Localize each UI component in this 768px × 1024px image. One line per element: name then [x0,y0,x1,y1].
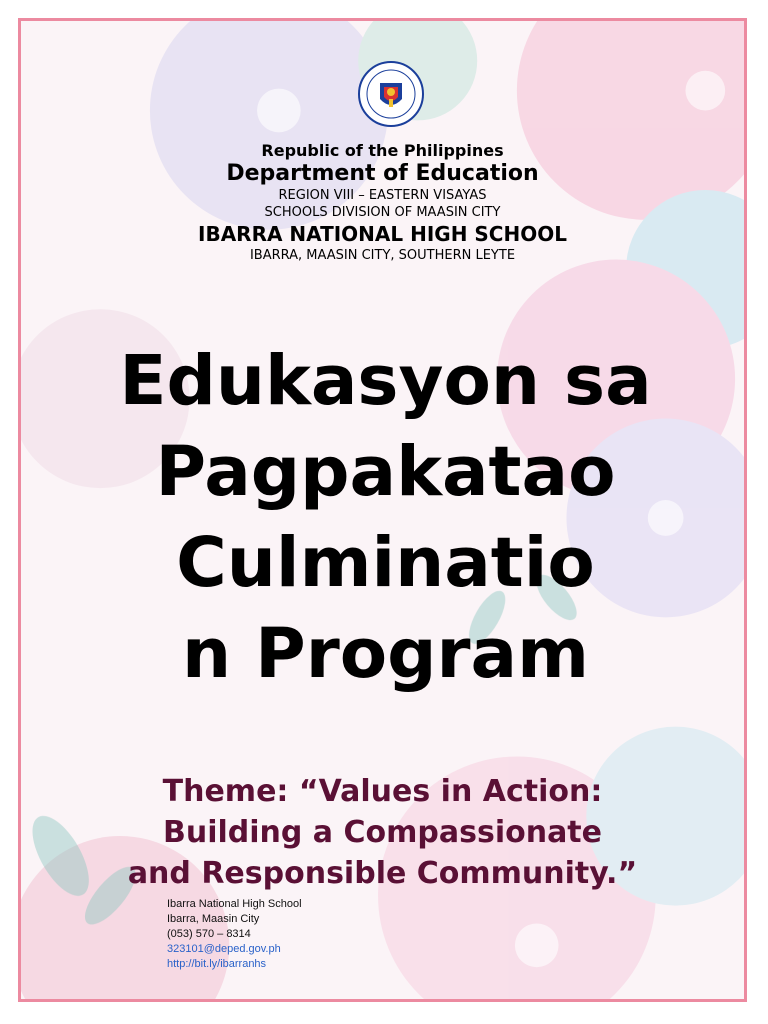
school-name: IBARRA NATIONAL HIGH SCHOOL [198,222,567,246]
footer-address: Ibarra, Maasin City [167,913,260,925]
division-line: SCHOOLS DIVISION OF MAASIN CITY [264,205,501,220]
footer-school: Ibarra National High School [167,898,302,910]
letterhead [21,141,744,264]
theme-statement [21,771,744,894]
title-line: n Program [181,614,590,694]
footer-email-link[interactable]: 323101@deped.gov.ph [167,943,281,955]
theme-line: Theme: “Values in Action: [162,774,603,809]
contact-footer [167,897,302,972]
page-title [41,336,730,700]
footer-phone: (053) 570 – 8314 [167,928,251,940]
department-line: Department of Education [226,161,539,186]
page-frame [18,18,747,1002]
deped-seal-icon [358,61,424,127]
republic-line: Republic of the Philippines [261,141,504,160]
theme-line: Building a Compassionate [162,815,602,850]
footer-website-link[interactable]: http://bit.ly/ibarranhs [167,958,267,970]
title-line: Pagpakatao [155,432,616,512]
title-line: Edukasyon sa [119,341,652,421]
school-address: IBARRA, MAASIN CITY, SOUTHERN LEYTE [249,248,516,263]
cover-content [21,21,744,999]
region-line: REGION VIII – EASTERN VISAYAS [278,188,487,203]
title-line: Culminatio [176,523,595,603]
theme-line: and Responsible Community.” [127,856,638,891]
